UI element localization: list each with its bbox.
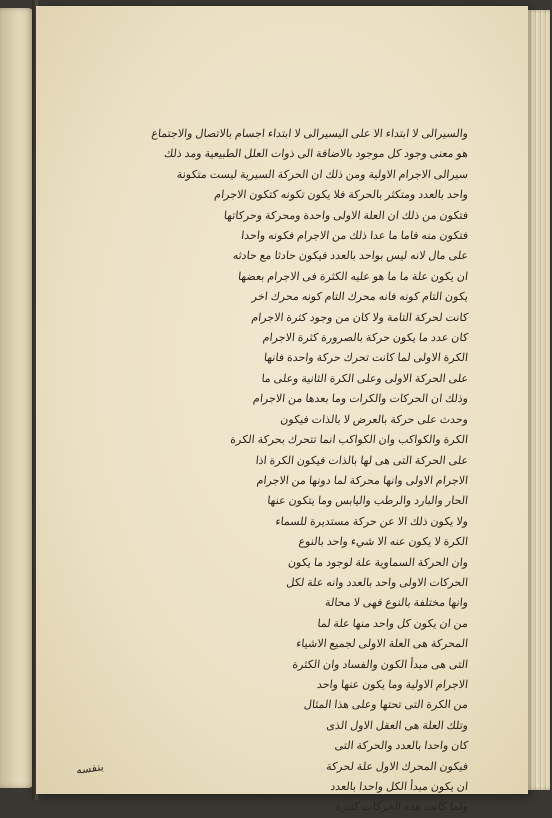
- manuscript-line: من الكرة التى تحتها وعلى هذا المثال: [303, 698, 469, 712]
- manuscript-line: من ان يكون كل واحد منها علة لما: [316, 616, 469, 630]
- manuscript-text-block: [38, 124, 468, 818]
- manuscript-line: يكون التام كونه فانه محرك التام كونه محرك اخر: [251, 290, 469, 304]
- manuscript-line: وذلك ان الحركات والكرات وما بعدها من الاجرام: [252, 392, 469, 406]
- manuscript-line: سيرالى الاجرام الاولية ومن ذلك ان الحركة السيرية ليست متكونة: [176, 167, 469, 181]
- manuscript-line: وحدث على حركة بالعرض لا بالذات فيكون: [279, 412, 469, 426]
- manuscript-line: كان عدد ما يكون حركة بالصرورة كثرة الاجرام: [262, 331, 469, 345]
- manuscript-line: واحد بالعدد ومتكثر بالحركة فلا يكون تكونه كتكون الاجرام: [213, 188, 469, 202]
- manuscript-line: وانها مختلفة بالنوع فهى لا محالة: [324, 596, 469, 610]
- manuscript-line: وان الحركة السماوية علة لوجود ما يكون: [287, 555, 469, 569]
- text-block-edges: [528, 10, 550, 790]
- manuscript-line: فيكون المحرك الاول علة لحركة: [325, 759, 469, 773]
- manuscript-line: على الحركة التى هى لها بالذات فيكون الكرة اذا: [255, 453, 469, 467]
- manuscript-line: التى هى مبدأ الكون والفساد وان الكثرة: [291, 657, 469, 671]
- manuscript-line: الكرة والكواكب وان الكواكب انما تتحرك بحركة الكرة: [229, 433, 469, 447]
- manuscript-line: الحار والبارد والرطب واليابس وما يتكون عنها: [266, 494, 469, 508]
- manuscript-line: ولا يكون ذلك الا عن حركة مستديرة للسماء: [274, 514, 469, 528]
- manuscript-line: الاجرام الاولى وانها محركة لما دونها من الاجرام: [256, 473, 469, 487]
- manuscript-line: الاجرام الاولية وما يكون عنها واحد: [316, 677, 469, 691]
- manuscript-line: الكرة لا يكون عنه الا شيء واحد بالنوع: [297, 535, 469, 549]
- manuscript-line: هو معنى وجود كل موجود بالاضافة الى ذوات العلل الطبيعية ومد ذلك: [163, 147, 469, 161]
- left-page-edge: [0, 8, 34, 788]
- manuscript-line: الكرة الاولى لما كانت تحرك حركة واحدة فانها: [263, 351, 469, 365]
- manuscript-line: على الحركة الاولى وعلى الكرة الثانية وعلى ما: [260, 371, 469, 385]
- manuscript-line: فتكون من ذلك ان العلة الاولى واحدة ومحركة وحركاتها: [223, 208, 469, 222]
- manuscript-line: وتلك العلة هى العقل الاول الذى: [325, 718, 469, 732]
- manuscript-line: على مال لانه ليس بواحد بالعدد فيكون حادثا مع حادثه: [232, 249, 469, 263]
- manuscript-line: والسيرالى لا ابتداء الا على اليسيرالى لا ابتداء اجسام بالاتصال والاجتماع: [150, 127, 469, 140]
- manuscript-line: كانت لحركة التامة ولا كان من وجود كثرة الاجرام: [250, 310, 469, 324]
- manuscript-line: الحركات الاولى واحد بالعدد وانه علة لكل: [285, 575, 469, 589]
- catchword: بنفسه: [75, 760, 105, 777]
- manuscript-line: ولما كانت هذه الحركات كثيرة: [335, 800, 469, 814]
- manuscript-line: ان يكون مبدأ الكل واحدا بالعدد: [329, 780, 469, 793]
- manuscript-line: فتكون منه فاما ما عدا ذلك من الاجرام فكونه واحدا: [240, 229, 469, 243]
- manuscript-line: ان يكون علة ما ما هو عليه الكثرة فى الاجرام بعضها: [237, 269, 469, 283]
- manuscript-line: كان واحدا بالعدد والحركة التى: [334, 739, 469, 753]
- manuscript-line: المحركة هى العلة الاولى لجميع الاشياء: [295, 637, 469, 651]
